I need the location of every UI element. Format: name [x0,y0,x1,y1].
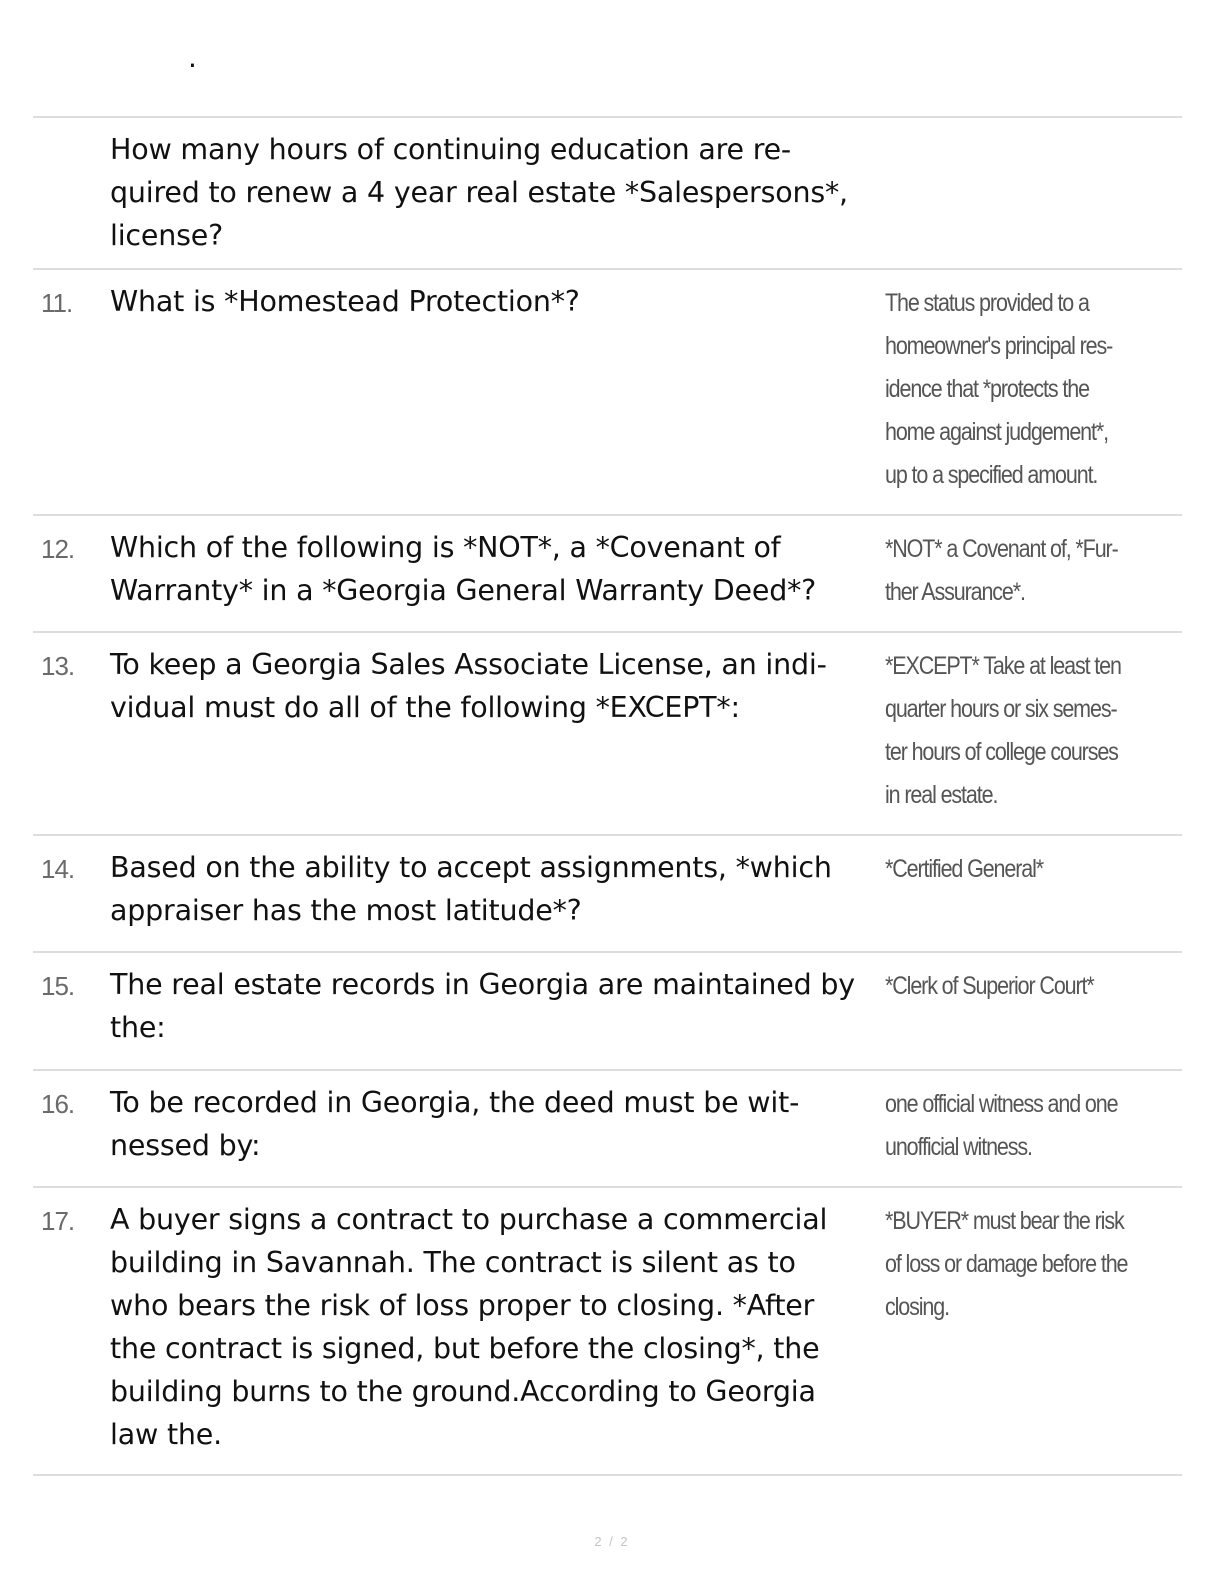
row-number: 13. [41,651,75,681]
question-text [110,633,885,834]
text-line: building in Savannah. The contract is silent as to [110,1246,796,1279]
text-line: license? [110,219,224,252]
text-line: unofficial witness. [885,1133,1032,1161]
text-line: the contract is signed, but before the closing*, the [110,1332,820,1365]
row-number: 11. [41,288,73,318]
row-number: 15. [41,971,75,1001]
text-line: idence that *protects the [885,375,1089,403]
text-line: homeowner's principal res- [885,332,1113,360]
answer-text [885,1188,1140,1474]
text-line: building burns to the ground.According to Georgia [110,1375,816,1408]
row-number: 17. [41,1206,75,1236]
answer-text [885,633,1140,834]
text-line: ter hours of college courses [885,738,1118,766]
text-line: who bears the risk of loss proper to closing. *After [110,1289,815,1322]
row-number [33,118,110,268]
text-line: Warranty* in a *Georgia General Warranty Deed*? [110,574,817,607]
text-line: The status provided to a [885,289,1089,317]
text-line: the: [110,1011,166,1044]
question-text [110,836,885,951]
flashcard-table [33,116,1182,1476]
text-line: quarter hours or six semes- [885,695,1117,723]
question-text [110,516,885,631]
answer-text [885,953,1140,1069]
question-text [110,270,885,514]
text-line: Based on the ability to accept assignments, *which [110,851,832,884]
text-line: ther Assurance*. [885,578,1025,606]
page-number: 2 / 2 [594,1534,630,1549]
text-line: *Certified General* [885,855,1044,883]
table-row [33,951,1182,1069]
text-line: Which of the following is *NOT*, a *Covenant of [110,531,781,564]
text-line: *Clerk of Superior Court* [885,972,1094,1000]
table-row [33,1069,1182,1186]
text-line: appraiser has the most latitude*? [110,894,582,927]
table-row [33,514,1182,631]
text-line: in real estate. [885,781,998,809]
text-line: A buyer signs a contract to purchase a commercial [110,1203,828,1236]
text-line: home against judgement*, [885,418,1108,446]
text-line: quired to renew a 4 year real estate *Salespersons*, [110,176,848,209]
text-line: one official witness and one [885,1090,1118,1118]
table-row [33,834,1182,951]
question-text [110,1071,885,1186]
text-line: law the. [110,1418,222,1451]
text-line: *BUYER* must bear the risk [885,1207,1124,1235]
row-number: 14. [41,854,75,884]
text-line: *EXCEPT* Take at least ten [885,652,1121,680]
answer-text [885,1071,1140,1186]
row-number: 12. [41,534,75,564]
answer-text [885,836,1140,951]
question-text [110,1188,885,1474]
text-line: To be recorded in Georgia, the deed must be wit- [110,1086,800,1119]
table-row [33,116,1182,268]
text-line: nessed by: [110,1129,261,1162]
text-line: closing. [885,1293,949,1321]
row-number: 16. [41,1089,75,1119]
top-mark: . [188,41,197,74]
text-line: vidual must do all of the following *EXCEPT*: [110,691,740,724]
question-text [110,118,885,268]
answer-text [885,118,1140,268]
text-line: of loss or damage before the [885,1250,1128,1278]
table-row [33,268,1182,514]
answer-text [885,270,1140,514]
text-line: What is *Homestead Protection*? [110,285,580,318]
text-line: How many hours of continuing education are re- [110,133,792,166]
table-row [33,631,1182,834]
table-row [33,1186,1182,1476]
answer-text [885,516,1140,631]
text-line: *NOT* a Covenant of, *Fur- [885,535,1118,563]
question-text [110,953,885,1069]
text-line: To keep a Georgia Sales Associate License, an indi- [110,648,827,681]
text-line: The real estate records in Georgia are maintained by [110,968,855,1001]
text-line: up to a specified amount. [885,461,1098,489]
